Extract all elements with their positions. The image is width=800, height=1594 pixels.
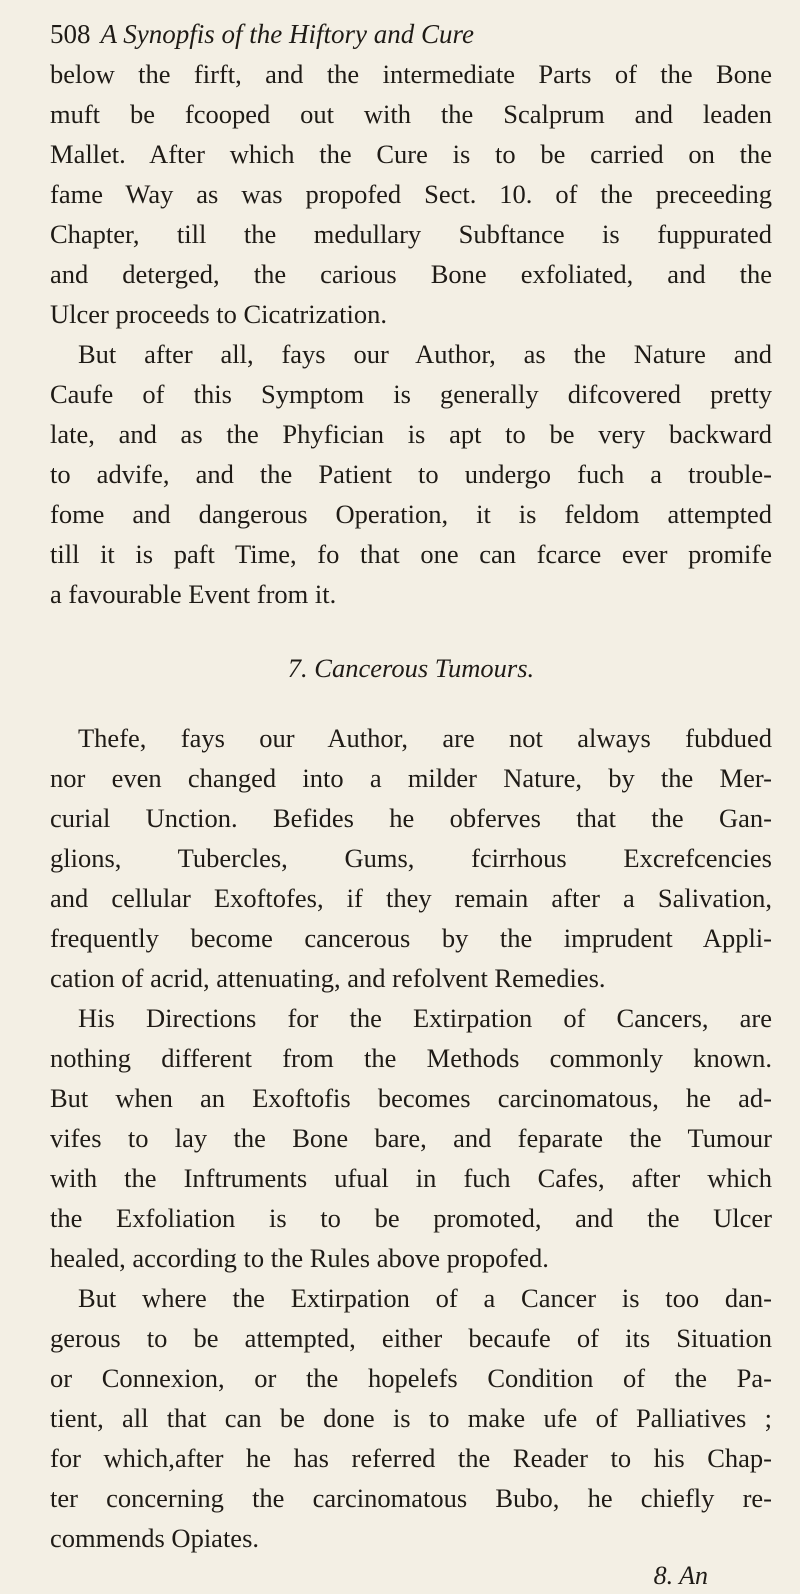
text-line: glions, Tubercles, Gums, fcirrhous Excrefcencies [50,843,772,873]
paragraph-2 [50,334,772,614]
text-line: the Exfoliation is to be promoted, and the Ulcer [50,1203,772,1233]
text-line: tient, all that can be done is to make ufe of Palliatives ; [50,1403,772,1433]
text-line: commends Opiates. [50,1523,260,1553]
text-line: nothing different from the Methods commonly known. [50,1043,772,1073]
running-title: A Synopfis of the Hiftory and Cure [100,19,474,49]
text-line: vifes to lay the Bone bare, and feparate the Tumour [50,1123,772,1153]
text-line: and deterged, the carious Bone exfoliated, and the [50,259,772,289]
text-line: Mallet. After which the Cure is to be carried on the [50,139,772,169]
text-line: But where the Extirpation of a Cancer is too dan- [78,1283,772,1313]
text-line: Caufe of this Symptom is generally difcovered pretty [50,379,772,409]
text-line: fome and dangerous Operation, it is feldom attempted [50,499,772,529]
text-line: nor even changed into a milder Nature, by the Mer- [50,763,772,793]
text-line: healed, according to the Rules above propofed. [50,1243,549,1273]
paragraph-3 [50,718,772,998]
text-line: curial Unction. Befides he obferves that the Gan- [50,803,772,833]
text-line: But after all, fays our Author, as the Nature and [78,339,772,369]
text-line: till it is paft Time, fo that one can fcarce ever promife [50,539,772,569]
text-line: ter concerning the carcinomatous Bubo, he chiefly re- [50,1483,772,1513]
text-line: a favourable Event from it. [50,579,337,609]
text-line: His Directions for the Extirpation of Cancers, are [78,1003,772,1033]
page-number: 508 [50,19,91,49]
text-line: Ulcer proceeds to Cicatrization. [50,299,387,329]
section-heading: 7. Cancerous Tumours. [287,653,535,683]
running-head [50,16,772,52]
text-line: below the firft, and the intermediate Parts of the Bone [50,59,772,89]
text-line: to advife, and the Patient to undergo fuch a trouble- [50,459,772,489]
text-line: for which,after he has referred the Reader to his Chap- [50,1443,772,1473]
text-line: gerous to be attempted, either becaufe of its Situation [50,1323,772,1353]
text-line: frequently become cancerous by the imprudent Appli- [50,923,772,953]
text-line: late, and as the Phyfician is apt to be very backward [50,419,772,449]
text-line: Chapter, till the medullary Subftance is fuppurated [50,219,772,249]
text-line: or Connexion, or the hopelefs Condition of the Pa- [50,1363,772,1393]
text-line: with the Inftruments ufual in fuch Cafes, after which [50,1163,772,1193]
paragraph-4 [50,998,772,1278]
paragraph-1 [50,54,772,334]
catchword: 8. An [653,1561,708,1590]
text-line: and cellular Exoftofes, if they remain after a Salivation, [50,883,772,913]
text-line: fame Way as was propofed Sect. 10. of the preceeding [50,179,772,209]
text-line: muft be fcooped out with the Scalprum and leaden [50,99,772,129]
text-line: Thefe, fays our Author, are not always fubdued [78,723,772,753]
text-line: But when an Exoftofis becomes carcinomatous, he ad- [50,1083,772,1113]
paragraph-5 [50,1278,772,1558]
text-line: cation of acrid, attenuating, and refolvent Remedies. [50,963,606,993]
